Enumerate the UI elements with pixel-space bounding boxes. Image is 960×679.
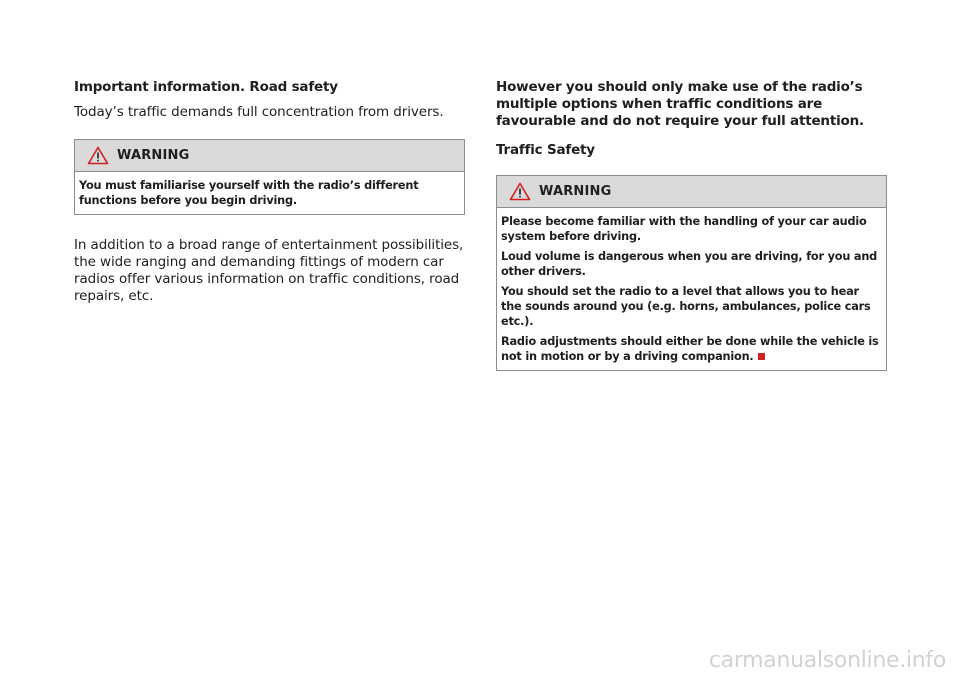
section-heading-traffic-safety: Traffic Safety bbox=[496, 142, 595, 158]
warning-body bbox=[75, 171, 464, 214]
warning-box-right bbox=[496, 175, 887, 371]
warning-text: You must familiarise yourself with the radio’s different functions before you begin driving. bbox=[79, 179, 419, 207]
lead-paragraph: However you should only make use of the radio’s multiple options when traffic conditions are favourable and do not require your full attention. bbox=[496, 79, 864, 129]
warning-text: Please become familiar with the handling of your car audio system before driving. bbox=[501, 215, 867, 243]
warning-header bbox=[75, 140, 464, 171]
warning-header bbox=[497, 176, 886, 207]
warning-box-left bbox=[74, 139, 465, 215]
body-paragraph: In addition to a broad range of entertainment possibilities, the wide ranging and demanding fittings of modern car radios offer various information on traffic conditions, road repairs, etc. bbox=[74, 237, 464, 304]
intro-paragraph: Today’s traffic demands full concentration from drivers. bbox=[74, 104, 444, 120]
left-column bbox=[74, 79, 465, 317]
warning-triangle-icon bbox=[509, 182, 531, 201]
warning-text-final: Radio adjustments should either be done while the vehicle is not in motion or by a driving companion. bbox=[501, 335, 879, 363]
warning-text: You should set the radio to a level that allows you to hear the sounds around you (e.g. horns, ambulances, police cars etc.). bbox=[501, 285, 871, 328]
warning-title: WARNING bbox=[117, 148, 190, 163]
warning-text-last bbox=[501, 334, 882, 364]
right-column bbox=[496, 79, 887, 371]
watermark: carmanualsonline.info bbox=[708, 648, 946, 673]
warning-triangle-icon bbox=[87, 146, 109, 165]
warning-title: WARNING bbox=[539, 184, 612, 199]
end-of-section-mark-icon bbox=[758, 353, 765, 360]
section-heading-road-safety: Important information. Road safety bbox=[74, 79, 338, 95]
warning-body bbox=[497, 207, 886, 370]
warning-text: Loud volume is dangerous when you are driving, for you and other drivers. bbox=[501, 250, 878, 278]
